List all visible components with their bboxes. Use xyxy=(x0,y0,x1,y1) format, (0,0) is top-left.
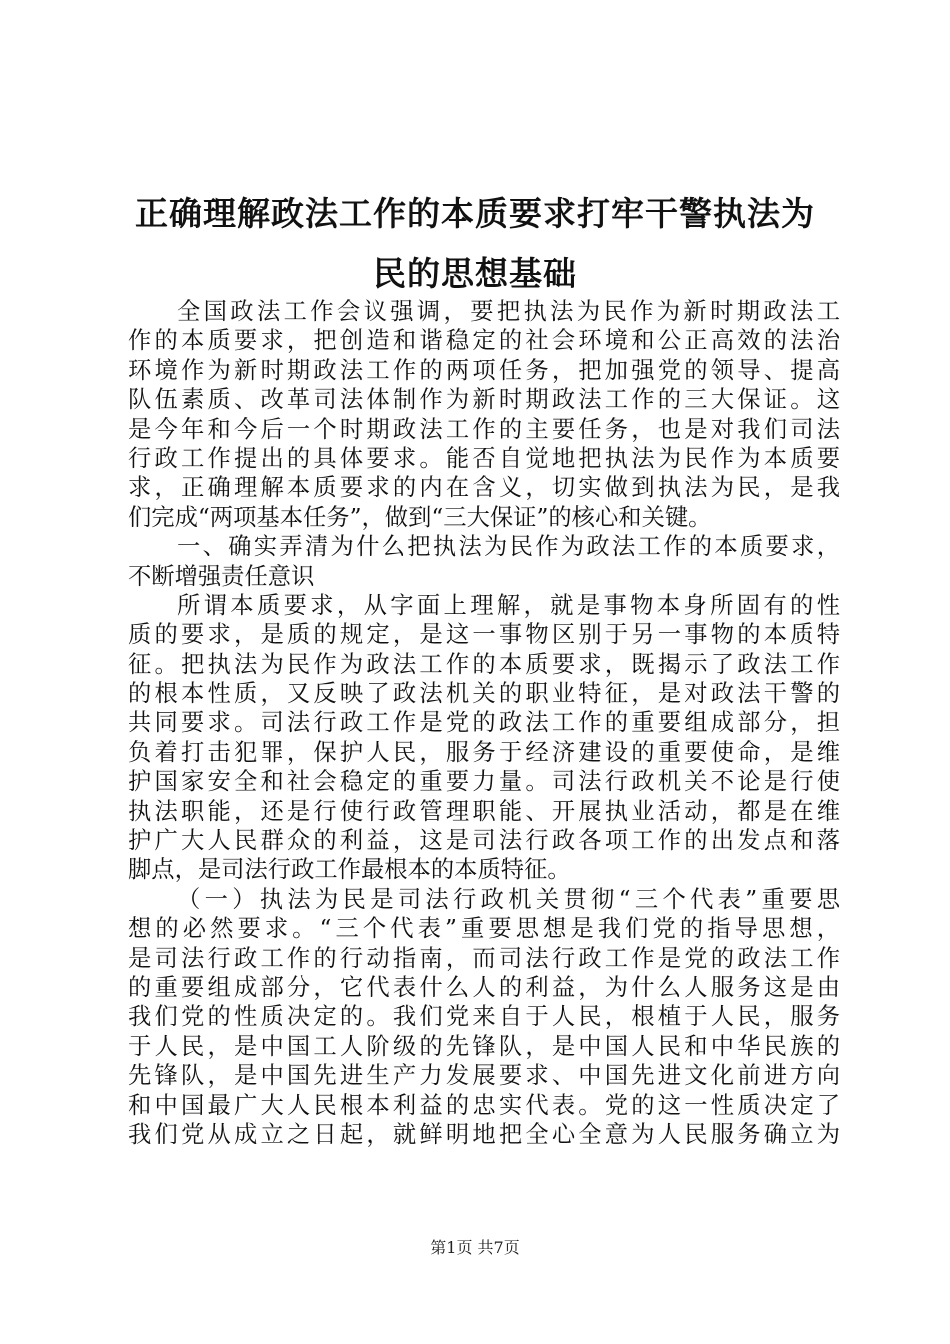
document-title xyxy=(120,184,830,304)
body-line: 的根本性质，又反映了政法机关的职业特征，是对政法干警的 xyxy=(128,680,840,708)
body-line: 我们党的性质决定的。我们党来自于人民，根植于人民，服务 xyxy=(128,1003,840,1031)
body-line: 是司法行政工作的行动指南，而司法行政工作是党的政法工作 xyxy=(128,944,840,972)
body-line: 环境作为新时期政法工作的两项任务，把加强党的领导、提高 xyxy=(128,356,840,384)
body-line: 是今年和今后一个时期政法工作的主要任务，也是对我们司法 xyxy=(128,415,840,443)
body-line: 想的必然要求。“三个代表”重要思想是我们党的指导思想， xyxy=(128,915,840,943)
body-line: 负着打击犯罪，保护人民，服务于经济建设的重要使命，是维 xyxy=(128,738,840,766)
body-line: 行政工作提出的具体要求。能否自觉地把执法为民作为本质要 xyxy=(128,444,840,472)
body-line: 执法职能，还是行使行政管理职能、开展执业活动，都是在维 xyxy=(128,797,840,825)
body-line: 全国政法工作会议强调，要把执法为民作为新时期政法工 xyxy=(177,298,840,325)
body-line: 队伍素质、改革司法体制作为新时期政法工作的三大保证。这 xyxy=(128,386,840,414)
page-number: 第1页 共7页 xyxy=(430,1238,520,1257)
document-body xyxy=(128,297,840,1149)
title-line: 正确理解政法工作的本质要求打牢干警执法为 xyxy=(135,194,815,233)
body-line: 求，正确理解本质要求的内在含义，切实做到执法为民，是我 xyxy=(128,474,840,502)
body-line: 先锋队，是中国先进生产力发展要求、中国先进文化前进方向 xyxy=(128,1062,840,1090)
body-line: 们完成“两项基本任务”，做到“三大保证”的核心和关键。 xyxy=(128,503,712,531)
body-line: （一）执法为民是司法行政机关贯彻“三个代表”重要思 xyxy=(177,885,840,913)
section-heading-line: 不断增强责任意识 xyxy=(128,562,315,590)
body-line: 作的本质要求，把创造和谐稳定的社会环境和公正高效的法治 xyxy=(128,327,840,355)
body-line: 的重要组成部分，它代表什么人的利益，为什么人服务这是由 xyxy=(128,973,840,1001)
body-line: 共同要求。司法行政工作是党的政法工作的重要组成部分，担 xyxy=(128,709,840,737)
section-heading-line: 一、确实弄清为什么把执法为民作为政法工作的本质要求， xyxy=(177,533,840,561)
body-line: 护国家安全和社会稳定的重要力量。司法行政机关不论是行使 xyxy=(128,768,840,796)
body-line: 我们党从成立之日起，就鲜明地把全心全意为人民服务确立为 xyxy=(128,1120,840,1148)
body-line: 脚点，是司法行政工作最根本的本质特征。 xyxy=(128,856,571,884)
body-line: 征。把执法为民作为政法工作的本质要求，既揭示了政法工作 xyxy=(128,650,840,678)
body-line: 所谓本质要求，从字面上理解，就是事物本身所固有的性 xyxy=(177,591,840,619)
title-line: 民的思想基础 xyxy=(373,254,577,293)
body-line: 质的要求，是质的规定，是这一事物区别于另一事物的本质特 xyxy=(128,621,840,649)
body-line: 护广大人民群众的利益，这是司法行政各项工作的出发点和落 xyxy=(128,827,840,855)
body-line: 和中国最广大人民根本利益的忠实代表。党的这一性质决定了 xyxy=(128,1091,840,1119)
body-line: 于人民，是中国工人阶级的先锋队，是中国人民和中华民族的 xyxy=(128,1032,840,1060)
